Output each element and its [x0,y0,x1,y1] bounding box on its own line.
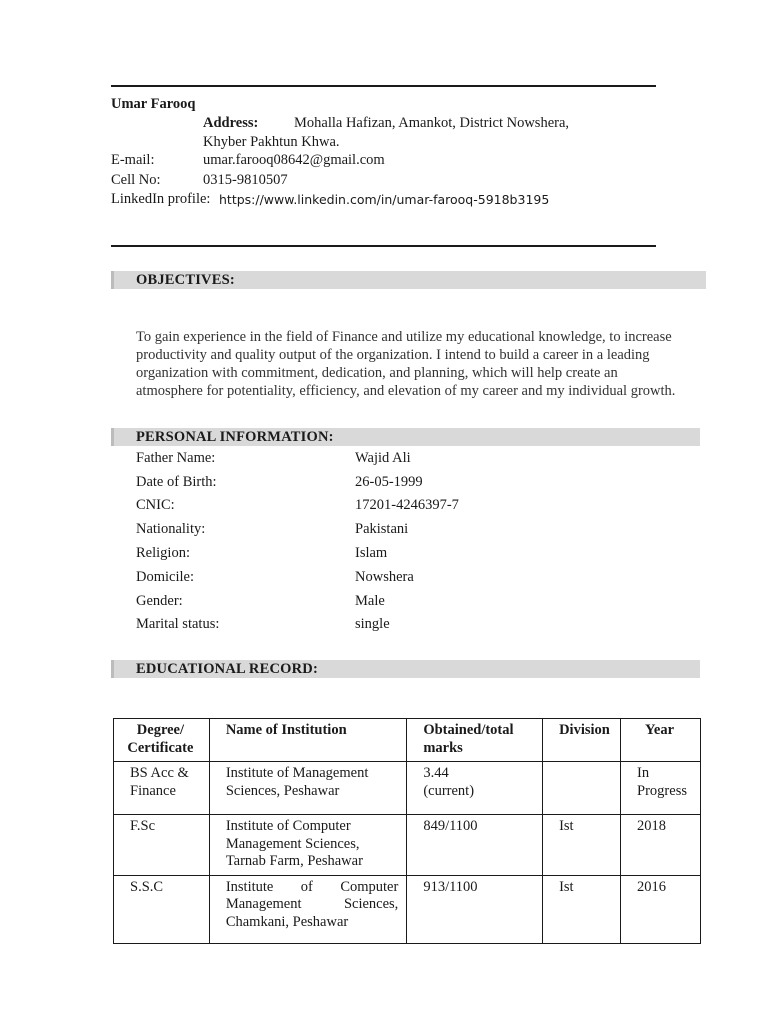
institution-line: Sciences, Peshawar [225,782,340,799]
objectives-paragraph [136,328,706,400]
objectives-line: productivity and quality output of the organization. I intend to build a career in a leading [136,347,650,363]
marital-status-label: Marital status: [136,616,220,632]
institution-word: of [300,878,313,895]
nationality-label: Nationality: [136,521,206,537]
degree-line: BS Acc & [130,765,189,781]
year-cell [621,762,701,815]
degree-cell: F.Sc [114,815,210,876]
section-marker [111,428,114,446]
marital-status-value: single [355,616,390,632]
dob-label: Date of Birth: [136,474,217,490]
header-year: Year [621,719,701,762]
religion-value: Islam [355,545,388,561]
section-marker [111,660,114,678]
institution-line [226,896,399,914]
header-marks [407,719,543,762]
gender-value: Male [355,593,385,609]
address-line-2: Khyber Pakhtun Khwa. [203,134,340,150]
religion-label: Religion: [136,545,190,561]
father-name-value: Wajid Ali [355,450,411,466]
division-cell: Ist [543,875,621,943]
degree-cell [114,762,210,815]
personal-info-section-bar [111,428,700,446]
institution-line: Chamkani, Peshawar [225,913,349,930]
table-row [114,875,701,943]
section-marker [111,271,114,289]
header-degree [114,719,210,762]
year-cell: 2016 [621,875,701,943]
marks-cell: 849/1100 [407,815,543,876]
institution-word: Computer [340,878,399,895]
header-bottom-rule [111,245,656,247]
marks-line: 3.44 [423,765,449,781]
division-cell: Ist [543,815,621,876]
marks-cell: 913/1100 [407,875,543,943]
division-cell [543,762,621,815]
marks-line: (current) [423,782,475,799]
personal-info-title: PERSONAL INFORMATION: [136,429,334,445]
linkedin-url[interactable]: https://www.linkedin.com/in/umar-farooq-5918b3195 [219,192,550,207]
objectives-line: organization with commitment, dedication, and planning, which will help create an [136,365,618,381]
marks-cell [407,762,543,815]
institution-line: Management Sciences, [225,835,360,852]
header-degree-line: Degree/ [136,722,185,738]
candidate-name: Umar Farooq [111,96,196,112]
father-name-label: Father Name: [136,450,216,466]
linkedin-label: LinkedIn profile: [111,191,211,207]
header-institution: Name of Institution [209,719,407,762]
table-row [114,815,701,876]
objectives-line: To gain experience in the field of Finance and utilize my educational knowledge, to increase [136,329,672,345]
education-section-bar [111,660,700,678]
top-rule [111,85,656,87]
nationality-value: Pakistani [355,521,409,537]
education-table [113,718,701,944]
year-line: Progress [637,782,687,799]
address-line-1: Mohalla Hafizan, Amankot, District Nowshera, [294,115,570,131]
table-header-row [114,719,701,762]
institution-cell [209,815,407,876]
institution-line [226,879,399,897]
year-line: In [637,765,650,781]
address-label: Address: [203,115,259,131]
cell-value: 0315-9810507 [203,172,288,188]
degree-line: Finance [130,782,176,799]
header-marks-line: marks [423,739,463,756]
table-row [114,762,701,815]
objectives-line: atmosphere for potentiality, efficiency, and elevation of my career and my individual growth. [136,383,676,399]
institution-cell [209,875,407,943]
cnic-label: CNIC: [136,497,175,513]
domicile-label: Domicile: [136,569,194,585]
institution-cell [209,762,407,815]
institution-word: Institute [225,878,274,895]
institution-word: Sciences, [343,896,399,912]
institution-word: Management [225,896,302,912]
domicile-value: Nowshera [355,569,414,585]
cell-label: Cell No: [111,172,161,188]
objectives-title: OBJECTIVES: [136,272,235,288]
institution-line: Institute of Computer [225,818,351,834]
gender-label: Gender: [136,593,183,609]
objectives-section-bar [111,271,706,289]
degree-cell: S.S.C [114,875,210,943]
institution-line: Institute of Management [225,765,369,781]
email-value[interactable]: umar.farooq08642@gmail.com [203,152,385,168]
email-label: E-mail: [111,152,155,168]
institution-line: Tarnab Farm, Peshawar [225,853,363,869]
header-marks-line: Obtained/total [423,722,514,738]
cnic-value: 17201-4246397-7 [355,497,459,513]
year-cell: 2018 [621,815,701,876]
dob-value: 26-05-1999 [355,474,423,490]
education-title: EDUCATIONAL RECORD: [136,661,318,677]
header-degree-line: Certificate [127,739,194,756]
header-division: Division [543,719,621,762]
